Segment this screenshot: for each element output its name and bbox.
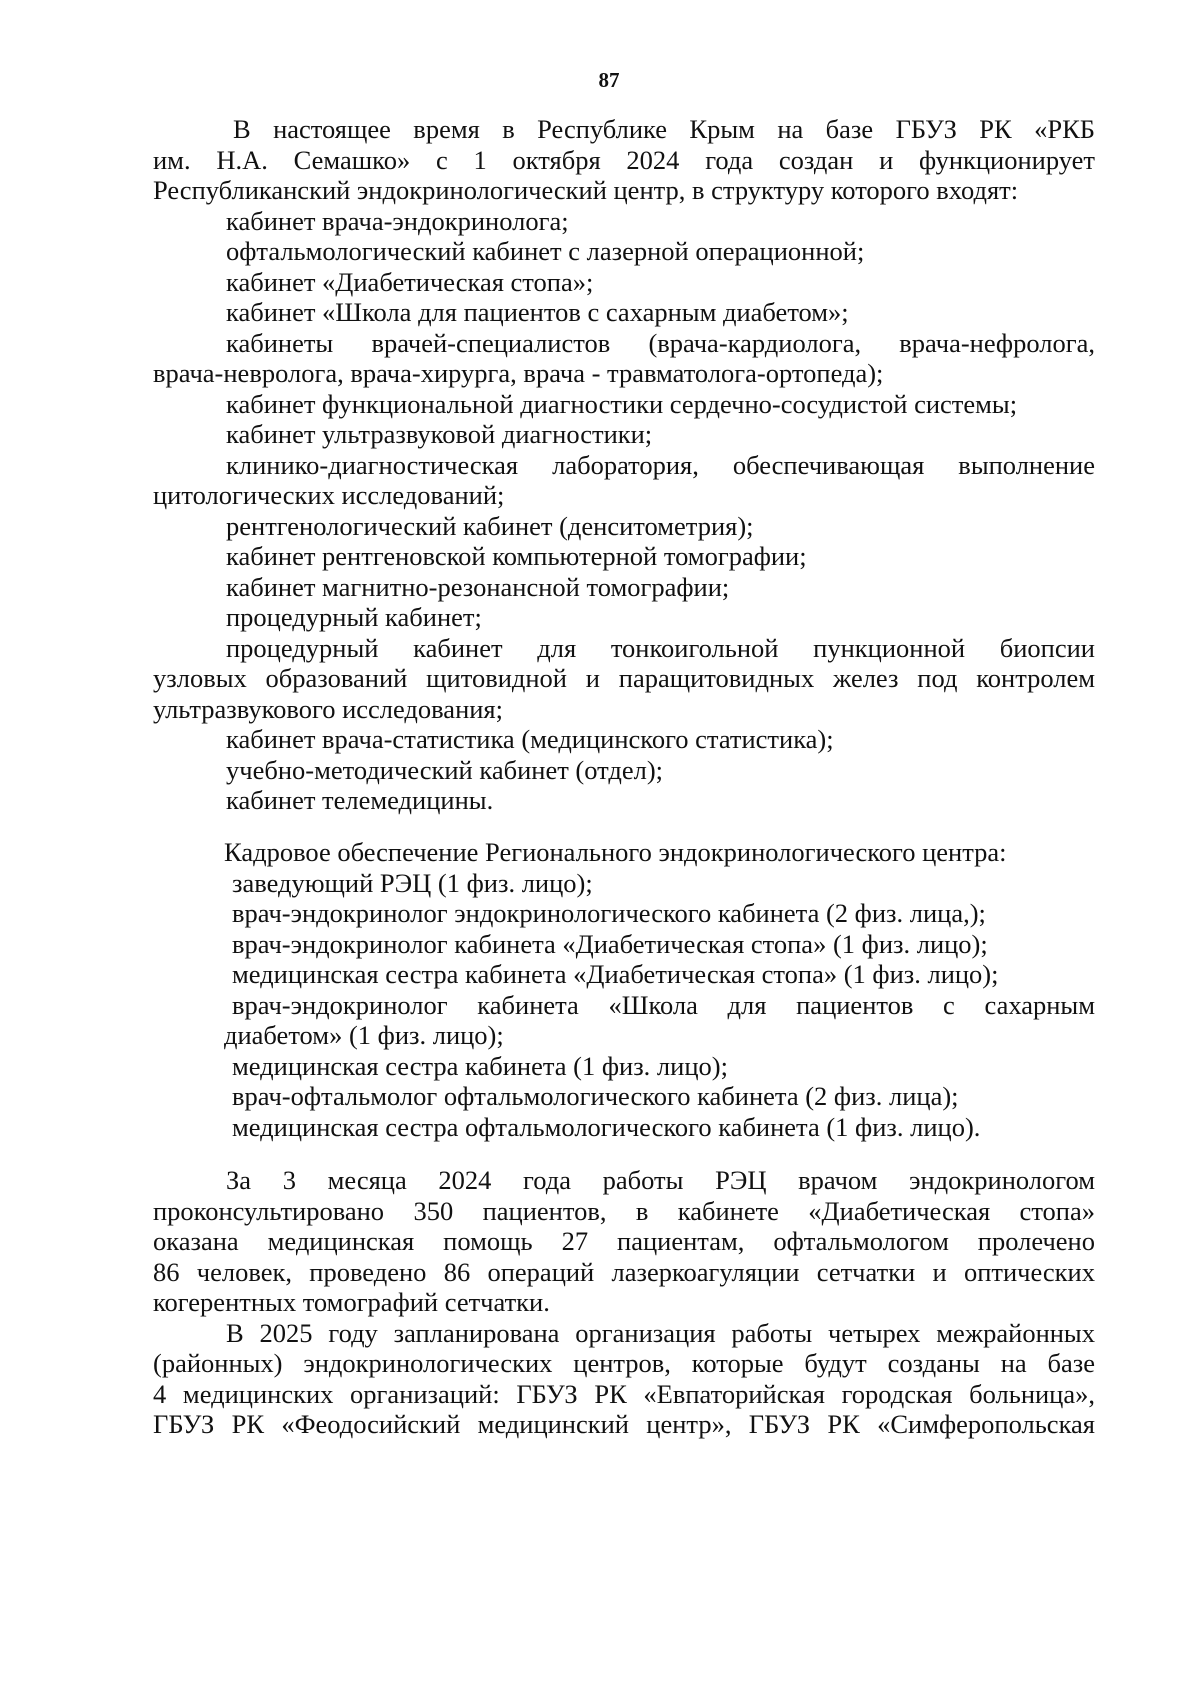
list-item: медицинская сестра кабинета «Диабетическая стопа» (1 физ. лицо); (232, 959, 999, 989)
list-item: врач-эндокринолог эндокринологического кабинета (2 физ. лица,); (232, 898, 986, 928)
list-item: рентгенологический кабинет (денситометрия); (226, 510, 754, 541)
list-item: офтальмологический кабинет с лазерной операционной; (226, 236, 865, 266)
list-item: кабинет врача-статистика (медицинского статистика); (226, 724, 834, 754)
paragraph-line: проконсультировано 350 пациентов, в кабинете «Диабетическая стопа» (153, 1195, 1095, 1226)
paragraph-line: оказана медицинская помощь 27 пациентам, офтальмологом пролечено (153, 1226, 1095, 1256)
paragraph-line: За 3 месяца 2024 года работы РЭЦ врачом эндокринологом (226, 1165, 1095, 1195)
list-item-continuation: ультразвукового исследования; (153, 693, 503, 724)
list-item: кабинет рентгеновской компьютерной томографии; (226, 541, 807, 571)
list-item: врач-эндокринолог кабинета «Школа для пациентов с сахарным (232, 989, 1095, 1020)
paragraph-line: ГБУЗ РК «Феодосийский медицинский центр», ГБУЗ РК «Симферопольская (153, 1409, 1095, 1439)
list-item-continuation: врача-невролога, врача-хирурга, врача - травматолога-ортопеда); (153, 358, 884, 388)
list-item: медицинская сестра офтальмологического кабинета (1 физ. лицо). (232, 1111, 981, 1142)
list-item-continuation: узловых образований щитовидной и паращитовидных желез под контролем (153, 663, 1095, 693)
paragraph-line: В настоящее время в Республике Крым на базе ГБУЗ РК «РКБ (233, 114, 1095, 144)
list-item: медицинская сестра кабинета (1 физ. лицо); (232, 1050, 728, 1081)
results-section (153, 1165, 1095, 1440)
list-item: заведующий РЭЦ (1 физ. лицо); (232, 867, 593, 898)
paragraph-line: В 2025 году запланирована организация работы четырех межрайонных (226, 1317, 1095, 1348)
list-item: кабинет телемедицины. (226, 785, 494, 815)
list-item: кабинет «Школа для пациентов с сахарным диабетом»; (226, 297, 849, 327)
paragraph-line: Республиканский эндокринологический центр, в структуру которого входят: (153, 175, 1019, 205)
list-item: врач-офтальмолог офтальмологического кабинета (2 физ. лица); (232, 1081, 959, 1111)
paragraph-line: когерентных томографий сетчатки. (153, 1287, 550, 1317)
list-item-continuation: цитологических исследований; (153, 480, 505, 510)
list-item: врач-эндокринолог кабинета «Диабетическая стопа» (1 физ. лицо); (232, 928, 988, 959)
section-heading: Кадровое обеспечение Регионального эндокринологического центра: (224, 837, 1007, 867)
page-number: 87 (598, 68, 620, 92)
paragraph-line: 86 человек, проведено 86 операций лазеркоагуляции сетчатки и оптических (153, 1256, 1095, 1287)
list-item: процедурный кабинет для тонкоигольной пункционной биопсии (226, 632, 1095, 663)
list-item: кабинет «Диабетическая стопа»; (226, 266, 594, 297)
list-item: кабинет врача-эндокринолога; (226, 205, 569, 236)
paragraph-line: 4 медицинских организаций: ГБУЗ РК «Евпаторийская городская больница», (153, 1378, 1095, 1409)
list-item-continuation: диабетом» (1 физ. лицо); (224, 1020, 504, 1050)
list-item: кабинет ультразвуковой диагностики; (226, 419, 653, 449)
list-item: кабинет функциональной диагностики сердечно-сосудистой системы; (226, 388, 1018, 419)
paragraph-line: им. Н.А. Семашко» с 1 октября 2024 года создан и функционирует (153, 144, 1095, 175)
paragraph-line: (районных) эндокринологических центров, которые будут созданы на базе (153, 1348, 1095, 1378)
list-item: кабинеты врачей-специалистов (врача-кардиолога, врача-нефролога, (226, 327, 1095, 358)
list-item: процедурный кабинет; (226, 602, 482, 632)
list-item: учебно-методический кабинет (отдел); (226, 754, 664, 785)
center-structure-section (153, 114, 1095, 816)
staffing-section (153, 837, 1095, 1142)
list-item: клинико-диагностическая лаборатория, обеспечивающая выполнение (226, 449, 1095, 480)
list-item: кабинет магнитно-резонансной томографии; (226, 571, 730, 602)
